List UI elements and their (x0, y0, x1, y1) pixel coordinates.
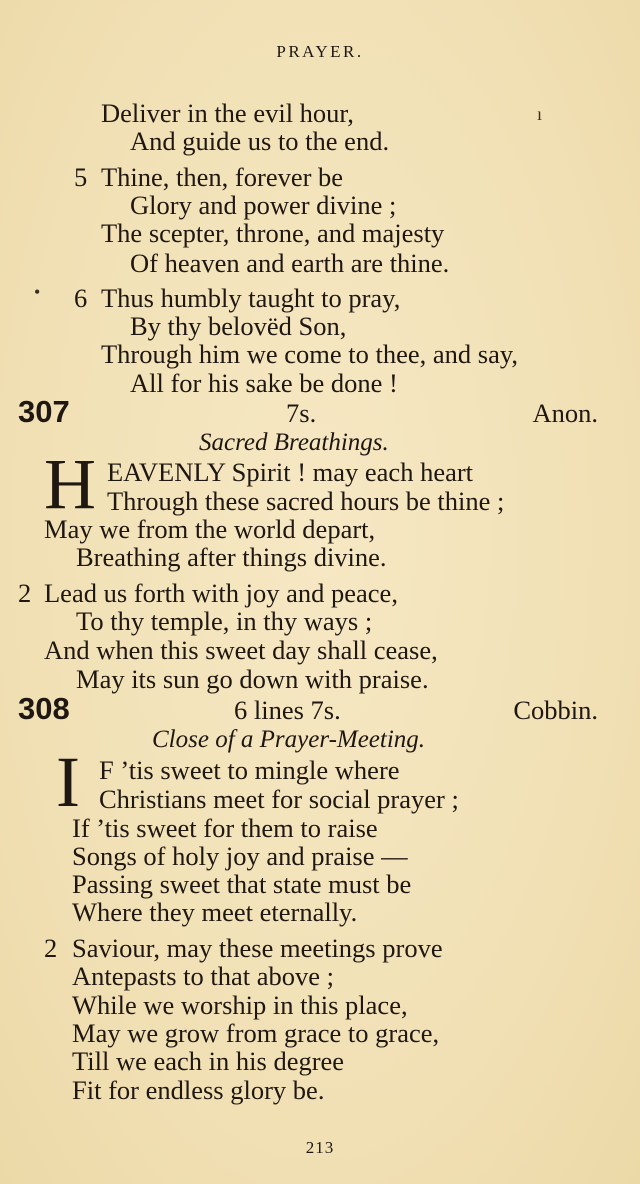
stanza-number: 2 (44, 933, 58, 963)
verse-line: Through these sacred hours be thine ; (107, 486, 505, 516)
verse-line: Thine, then, forever be (101, 162, 344, 192)
tick-mark: ı (537, 104, 543, 124)
hymn-meter: 6 lines 7s. (234, 695, 341, 725)
verse-line: Through him we come to thee, and say, (101, 339, 519, 369)
verse-line: Where they meet eternally. (72, 897, 358, 927)
verse-line: Lead us forth with joy and peace, (44, 578, 398, 608)
verse-line: If ’tis sweet for them to raise (72, 813, 378, 843)
verse-line: Passing sweet that state must be (72, 869, 412, 899)
verse-line: Christians meet for social prayer ; (99, 784, 459, 814)
verse-line: And when this sweet day shall cease, (44, 635, 438, 665)
stanza-number: 6 (74, 283, 88, 313)
verse-line: And guide us to the end. (130, 126, 390, 156)
verse-line: While we worship in this place, (72, 990, 408, 1020)
verse-line: Till we each in his degree (72, 1046, 345, 1076)
verse-line: F ’tis sweet to mingle where (99, 755, 400, 785)
page-number: 213 (305, 1138, 335, 1157)
hymn-author: Anon. (532, 398, 598, 428)
verse-line: Of heaven and earth are thine. (130, 248, 450, 278)
verse-line: May its sun go down with praise. (76, 664, 429, 694)
hymn-number: 307 (18, 394, 70, 429)
verse-line: May we grow from grace to grace, (72, 1018, 440, 1048)
verse-line: EAVENLY Spirit ! may each heart (107, 457, 474, 487)
hymn-number: 308 (18, 691, 70, 726)
running-head: PRAYER. (276, 42, 364, 61)
hymn-author: Cobbin. (513, 695, 598, 725)
verse-line: Glory and power divine ; (130, 190, 397, 220)
stanza-number: 2 (18, 578, 32, 608)
verse-line: All for his sake be done ! (130, 368, 398, 398)
verse-line: Saviour, may these meetings prove (72, 933, 443, 963)
verse-line: To thy temple, in thy ways ; (76, 606, 373, 636)
verse-line: Breathing after things divine. (76, 542, 387, 572)
verse-line: Thus humbly taught to pray, (101, 283, 401, 313)
drop-cap: H (44, 444, 96, 524)
verse-line: Songs of holy joy and praise — (72, 841, 408, 871)
verse-line: By thy belovëd Son, (130, 311, 347, 341)
hymn-meter: 7s. (286, 398, 317, 428)
hymn-title: Close of a Prayer-Meeting. (152, 726, 426, 753)
side-mark: • (34, 282, 41, 302)
drop-cap: I (56, 742, 80, 822)
stanza-number: 5 (74, 162, 88, 192)
verse-line: May we from the world depart, (44, 514, 376, 544)
verse-line: Deliver in the evil hour, (101, 98, 354, 128)
hymn-title: Sacred Breathings. (199, 429, 389, 456)
verse-line: Antepasts to that above ; (72, 961, 334, 991)
verse-line: Fit for endless glory be. (72, 1075, 325, 1105)
verse-line: The scepter, throne, and majesty (101, 218, 445, 248)
